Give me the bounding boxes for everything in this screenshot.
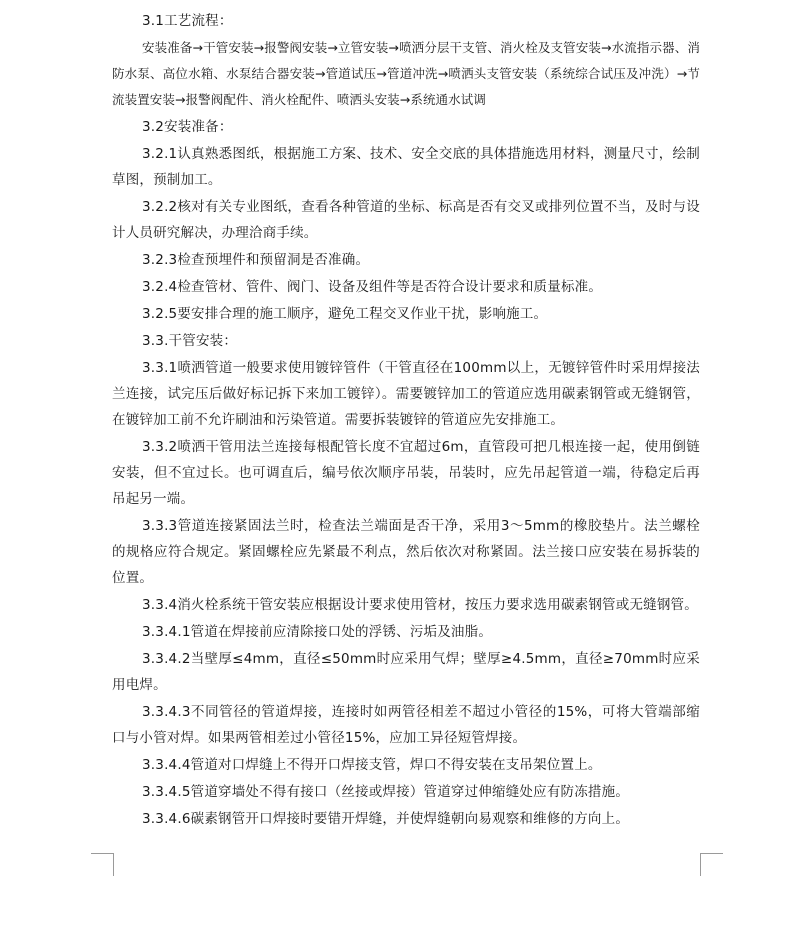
paragraph-3-3-1: 3.3.1喷洒管道一般要求使用镀锌管件（干管直径在100mm以上，无镀锌管件时采用焊接法兰连接，试完压后做好标记拆下来加工镀锌）。需要镀锌加工的管道应选用碳素钢管或无缝钢管，在镀锌加工前不允许刷油和污染管道。需要拆装镀锌的管道应先安排施工。 [112,360,700,428]
paragraph-3-3-4-5: 3.3.4.5管道穿墙处不得有接口（丝接或焊接）管道穿过伸缩缝处应有防冻措施。 [142,784,630,800]
paragraph-3-3-4-2: 3.3.4.2当壁厚≤4mm，直径≤50mm时应采用气焊；壁厚≥4.5mm，直径≥70mm时应采用电焊。 [112,651,700,693]
paragraph-3-3-2: 3.3.2喷洒干管用法兰连接每根配管长度不宜超过6m，直管段可把几根连接一起，使用倒链安装，但不宜过长。也可调直后，编号依次顺序吊装，吊装时，应先吊起管道一端，待稳定后再吊起另一端。 [112,439,700,507]
section-heading-3-3: 3.3.干管安装： [142,333,238,349]
paragraph-3-3-4: 3.3.4消火栓系统干管安装应根据设计要求使用管材，按压力要求选用碳素钢管或无缝钢管。 [142,597,698,613]
paragraph-3-2-4: 3.2.4检查管材、管件、阀门、设备及组件等是否符合设计要求和质量标准。 [142,279,603,295]
paragraph-3-2-5: 3.2.5要安排合理的施工顺序，避免工程交叉作业干扰，影响施工。 [142,306,548,322]
document-body [112,8,700,833]
section-heading-3-1: 3.1工艺流程： [142,13,233,29]
process-flow-paragraph: 安装准备→干管安装→报警阀安装→立管安装→喷洒分层干支管、消火栓及支管安装→水流指示器、消防水泵、高位水箱、水泵结合器安装→管道试压→管道冲洗→喷洒头支管安装（系统综合试压及冲洗）→节流装置安装→报警阀配件、消火栓配件、喷洒头安装→系统通水试调 [112,40,700,107]
margin-corner-mark-left [91,853,114,876]
section-heading-3-2: 3.2安装准备： [142,119,233,135]
paragraph-3-3-4-1: 3.3.4.1管道在焊接前应清除接口处的浮锈、污垢及油脂。 [142,624,493,640]
margin-corner-mark-right [700,853,723,876]
paragraph-3-3-4-3: 3.3.4.3不同管径的管道焊接，连接时如两管径相差不超过小管径的15%，可将大管端部缩口与小管对焊。如果两管相差过小管径15%，应加工异径短管焊接。 [112,704,700,746]
paragraph-3-2-2: 3.2.2核对有关专业图纸，查看各种管道的坐标、标高是否有交叉或排列位置不当，及时与设计人员研究解决，办理洽商手续。 [112,199,700,241]
paragraph-3-2-3: 3.2.3检查预埋件和预留洞是否准确。 [142,252,370,268]
paragraph-3-3-4-4: 3.3.4.4管道对口焊缝上不得开口焊接支管，焊口不得安装在支吊架位置上。 [142,757,602,773]
paragraph-3-2-1: 3.2.1认真熟悉图纸，根据施工方案、技术、安全交底的具体措施选用材料，测量尺寸，绘制草图，预制加工。 [112,146,700,188]
paragraph-3-3-3: 3.3.3管道连接紧固法兰时，检查法兰端面是否干净，采用3～5mm的橡胶垫片。法兰螺栓的规格应符合规定。紧固螺栓应先紧最不利点，然后依次对称紧固。法兰接口应安装在易拆装的位置。 [112,518,700,586]
paragraph-3-3-4-6: 3.3.4.6碳素钢管开口焊接时要错开焊缝，并使焊缝朝向易观察和维修的方向上。 [142,811,630,827]
